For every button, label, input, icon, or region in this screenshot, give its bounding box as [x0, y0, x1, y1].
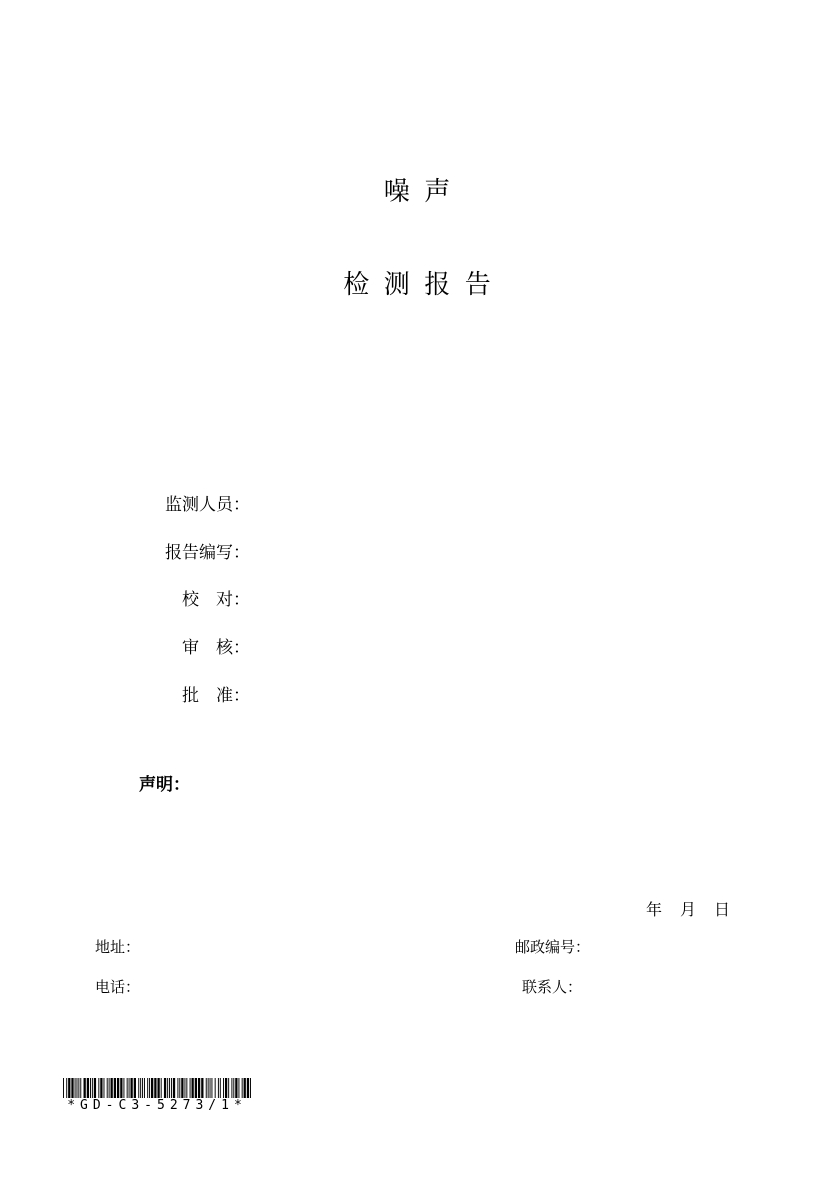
- barcode: [63, 1078, 251, 1113]
- report-title-line1: 噪 声: [383, 177, 455, 206]
- postal-code-label: 邮政编号：: [515, 940, 591, 956]
- phone-label: 电话：: [95, 980, 141, 996]
- field-approval: 批 准：: [182, 686, 250, 705]
- field-report-writer: 报告编写：: [165, 543, 250, 562]
- field-proofread: 校 对：: [182, 590, 250, 609]
- date-placeholder: 年 月 日: [645, 902, 731, 919]
- report-title: [0, 114, 838, 331]
- address-label: 地址：: [95, 940, 141, 956]
- barcode-text: *GD-C3-5273/1*: [67, 1098, 247, 1113]
- barcode-bars-icon: [63, 1078, 251, 1098]
- field-review: 审 核：: [182, 638, 250, 657]
- report-title-line2: 检 测 报 告: [343, 270, 495, 299]
- field-monitoring-personnel: 监测人员：: [165, 495, 250, 514]
- statement-label: 声明：: [139, 775, 190, 794]
- contact-person-label: 联系人：: [522, 980, 583, 996]
